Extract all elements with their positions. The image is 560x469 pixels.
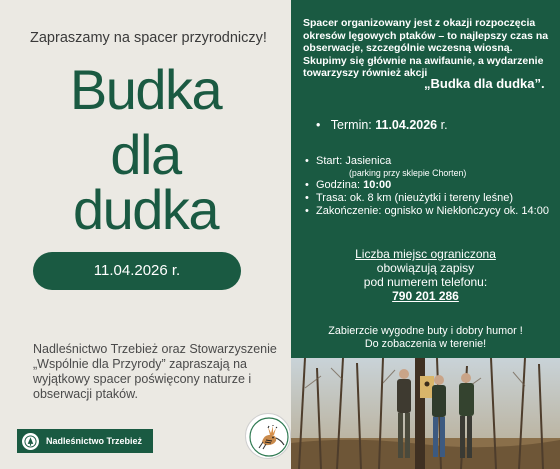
- forestry-emblem-icon: [22, 433, 39, 450]
- route-item: • Trasa: ok. 8 km (nieużytki i tereny leśne): [305, 192, 555, 205]
- term-suffix: r.: [437, 118, 448, 132]
- end-item: • Zakończenie: ognisko w Niekłończycy ok. 14:00: [305, 205, 555, 218]
- event-title-line2: dla: [110, 123, 181, 186]
- intro-paragraph: Spacer organizowany jest z okazji rozpoczęcia okresów lęgowych ptaków – to najlepszy czas na obserwacje, szczególnie wczesną wiosną. Skupimy się głównie na awifaunie, a wydarzenie towarzyszy również akcji: [303, 17, 549, 80]
- forest-group-photo: [291, 358, 560, 469]
- signup-line1: obowiązują zapisy: [376, 261, 475, 275]
- hoopoe-logo-icon: [245, 413, 291, 459]
- farewell-block: [291, 325, 560, 351]
- signup-line2: pod numerem telefonu:: [363, 275, 488, 289]
- signup-block: [291, 247, 560, 303]
- phone-number-link[interactable]: 790 201 286: [392, 289, 459, 303]
- event-details-list: [305, 155, 555, 218]
- forestry-logo-bar: [17, 429, 153, 453]
- organizers-text: Nadleśnictwo Trzebież oraz Stowarzyszenie „Wspólnie dla Przyrody” zapraszają na wyjątkowy spacer poświęcony naturze i obserwacji ptaków.: [33, 342, 277, 401]
- term-value: 11.04.2026: [375, 118, 438, 132]
- event-title-line3: dudka: [72, 178, 219, 241]
- limited-places-text: Liczba miejsc ograniczona: [355, 247, 496, 261]
- term-row: [316, 118, 448, 132]
- term-label: Termin:: [330, 118, 376, 132]
- right-panel: [291, 0, 560, 358]
- farewell-line2: Do zobaczenia w terenie!: [364, 338, 487, 350]
- time-item: [305, 179, 555, 192]
- forestry-logo-name: Nadleśnictwo Trzebież: [46, 436, 143, 446]
- event-title-line1: Budka: [69, 58, 222, 121]
- time-label: Godzina:: [316, 179, 364, 191]
- term-bullet: •: [316, 118, 331, 132]
- start-item: • Start: Jasienica: [305, 155, 555, 168]
- invite-text: Zapraszamy na spacer przyrodniczy!: [30, 30, 267, 46]
- event-date-pill: 11.04.2026 r.: [33, 252, 241, 290]
- start-note: (parking przy sklepie Chorten): [349, 168, 467, 178]
- time-value: 10:00: [363, 179, 392, 191]
- farewell-line1: Zabierzcie wygodne buty i dobry humor !: [328, 325, 523, 337]
- campaign-name: „Budka dla dudka”.: [424, 76, 545, 91]
